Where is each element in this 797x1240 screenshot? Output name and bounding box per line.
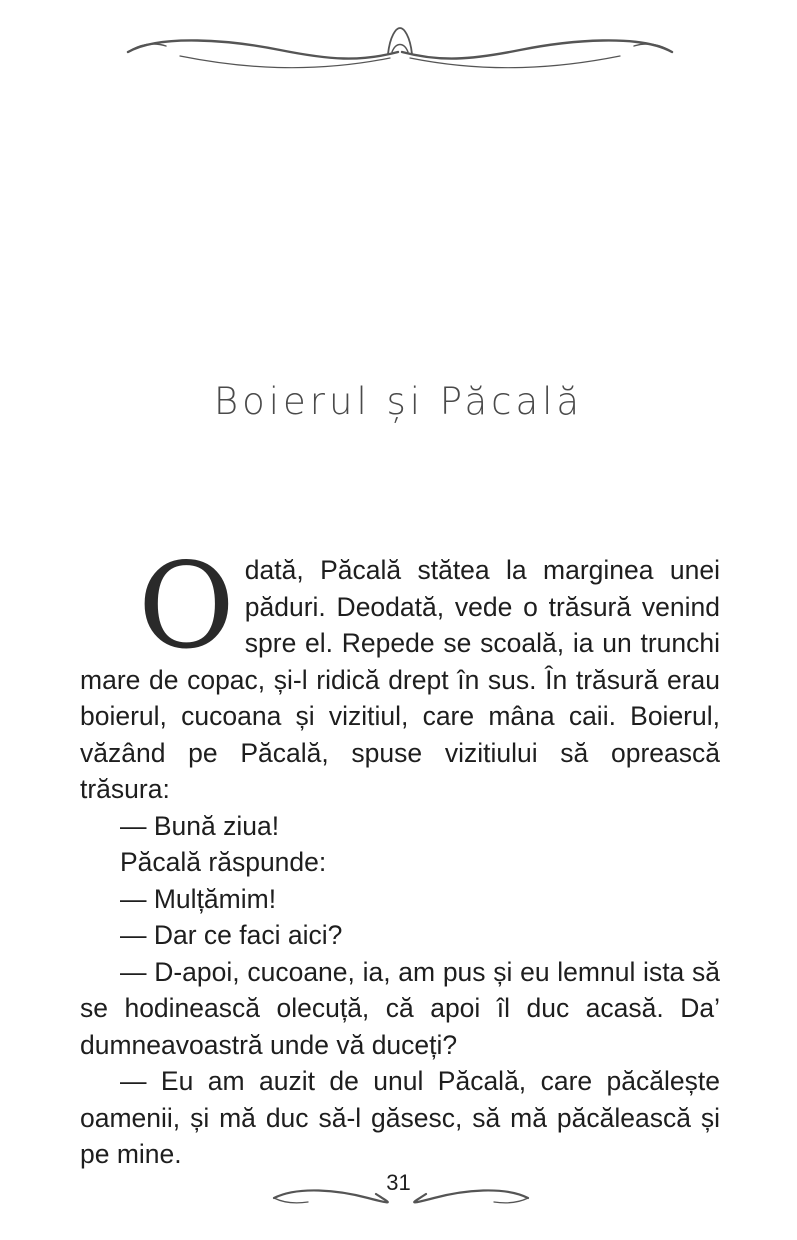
story-paragraph: Păcală răspunde: [120, 847, 327, 877]
drop-cap-letter: O [138, 537, 235, 675]
story-paragraph: — Mulțămim! [120, 883, 277, 914]
story-paragraph: — Bună ziua! [120, 810, 280, 841]
chapter-title: Boierul și Păcală [213, 380, 584, 423]
paragraph-text: dată, Păcală stătea la marginea unei păduri. Deodată, vede o trăsură venind spre el. Repede se scoală, ia un trunchi mare de copac, și-l ridică drept în sus. În trăsură erau boierul, cucoana și vizitiul, care mâna caii. Boierul, văzând pe Păcală, spuse vizitiului să oprească trăsura: [80, 555, 720, 804]
top-flourish-ornament [120, 22, 680, 78]
story-text [80, 537, 720, 1173]
story-paragraph [80, 537, 720, 808]
page-number: 31 [386, 1170, 411, 1195]
story-paragraph: — D-apoi, cucoane, ia, am pus și eu lemnul ista să se hodinească olecuță, că apoi îl duc acasă. Da’ dumneavoastră unde vă duceți? [80, 956, 720, 1060]
story-paragraph: — Eu am auzit de unul Păcală, care păcălește oamenii, și mă duc să-l găsesc, să mă păcălească și pe mine. [80, 1066, 720, 1169]
story-paragraph: — Dar ce faci aici? [120, 920, 343, 950]
